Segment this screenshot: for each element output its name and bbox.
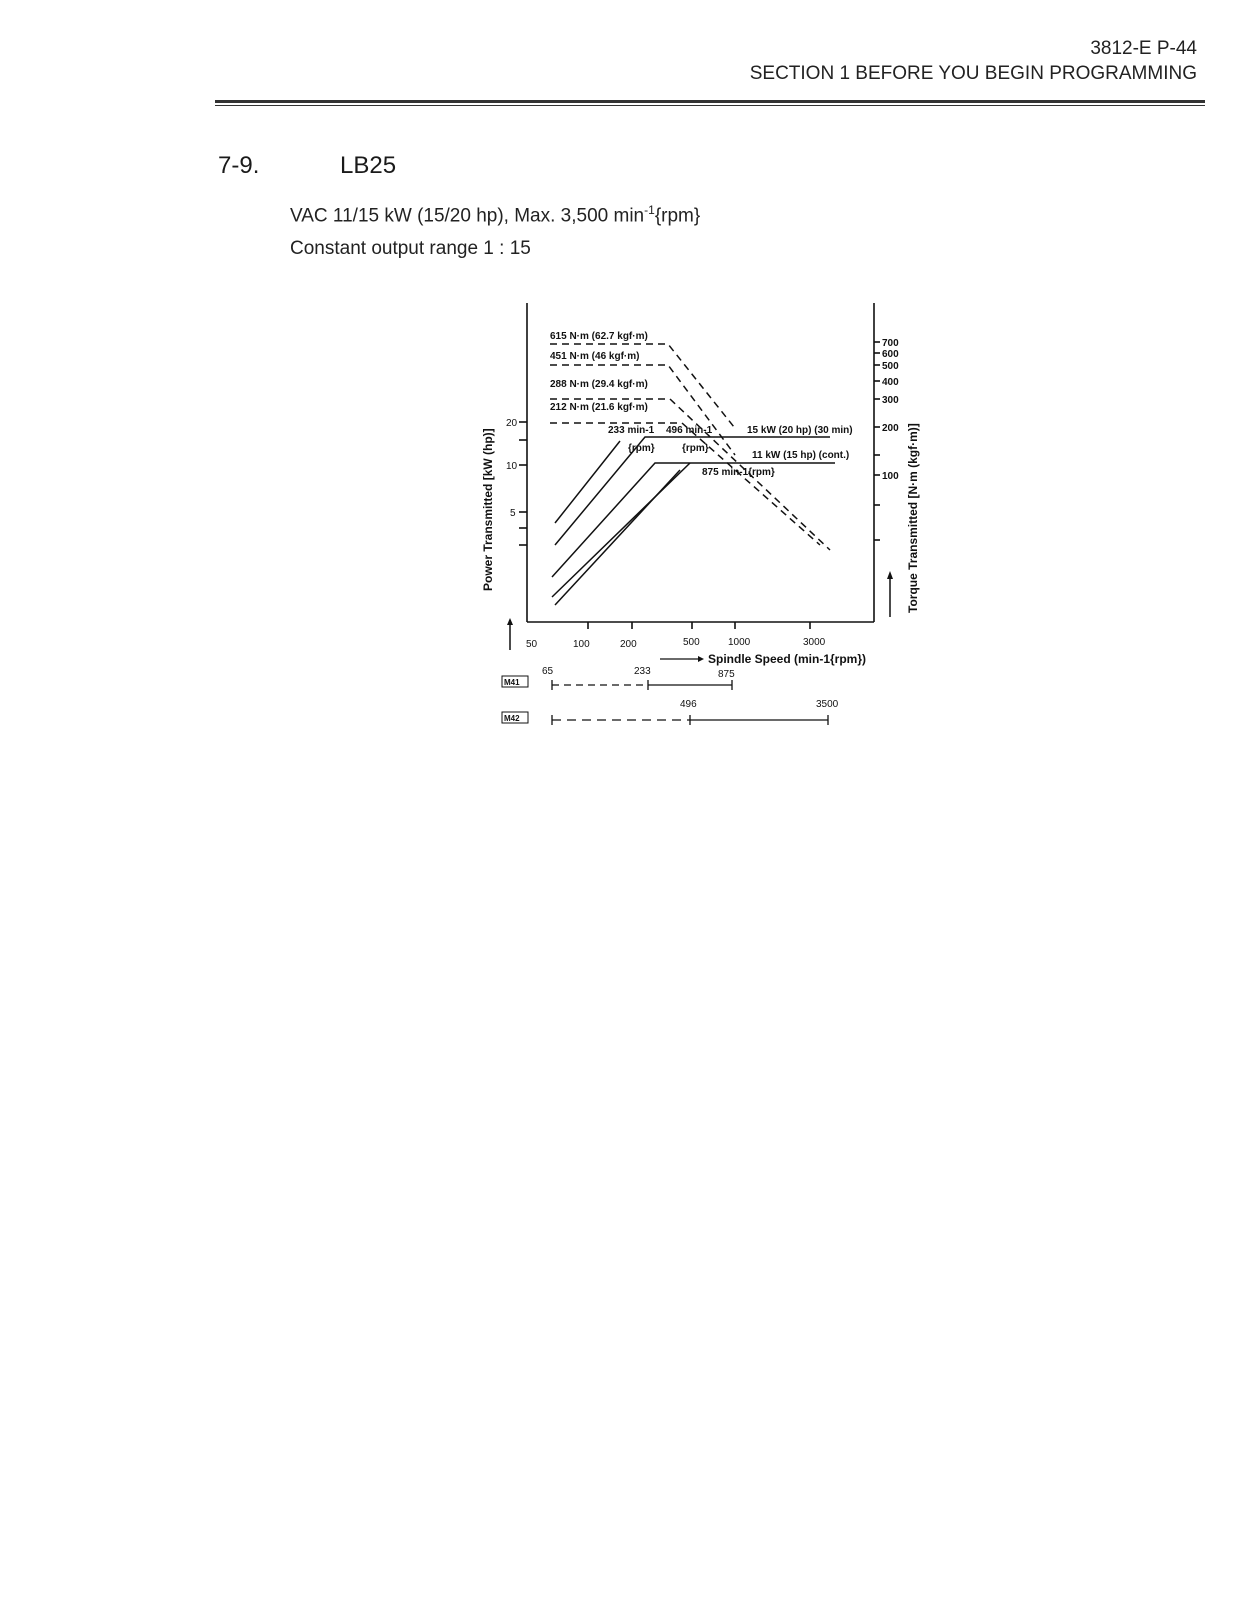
torque-label-615: 615 N·m (62.7 kgf·m) xyxy=(550,331,648,342)
y2-tick-500: 500 xyxy=(882,361,899,372)
power-curve-5 xyxy=(555,470,680,605)
gear-m42-start: 496 xyxy=(680,699,697,710)
speed-label-875: 875 min-1{rpm} xyxy=(702,467,775,478)
y2-tick-600: 600 xyxy=(882,349,899,360)
x-tick-3000: 3000 xyxy=(803,637,826,648)
spec-line-1 xyxy=(290,203,700,227)
speed-label-233-sub: {rpm} xyxy=(628,443,655,454)
power-torque-chart xyxy=(470,295,940,740)
y2-tick-300: 300 xyxy=(882,395,899,406)
torque-label-288: 288 N·m (29.4 kgf·m) xyxy=(550,379,648,390)
y2-tick-700: 700 xyxy=(882,338,899,349)
power-curve-4 xyxy=(552,463,690,597)
section-header: SECTION 1 BEFORE YOU BEGIN PROGRAMMING xyxy=(749,63,1197,84)
gear-range-m41 xyxy=(502,666,735,690)
speed-label-233: 233 min-1 xyxy=(608,425,655,436)
x-tick-200: 200 xyxy=(620,639,637,650)
power-curve-1 xyxy=(555,441,620,523)
y-tick-20: 20 xyxy=(506,418,518,429)
y-tick-10: 10 xyxy=(506,461,518,472)
section-number: 7-9. xyxy=(218,152,260,179)
spec-line-2: Constant output range 1 : 15 xyxy=(290,238,531,259)
y-axis-label: Power Transmitted [kW (hp)] xyxy=(481,428,495,591)
y2-tick-200: 200 xyxy=(882,423,899,434)
x-axis-label: Spindle Speed (min-1{rpm}) xyxy=(708,652,867,666)
x-tick-50: 50 xyxy=(526,639,538,650)
gear-m41-name: M41 xyxy=(504,678,520,687)
gear-m42-name: M42 xyxy=(504,714,520,723)
gear-range-m42 xyxy=(502,699,839,725)
gear-m41-mid: 233 xyxy=(634,666,651,677)
x-tick-500: 500 xyxy=(683,637,700,648)
y-axis-arrow-icon xyxy=(507,618,513,625)
gear-m41-start: 65 xyxy=(542,666,554,677)
spec-line-1-main: VAC 11/15 kW (15/20 hp), Max. 3,500 min xyxy=(290,205,645,227)
doc-page-number: 3812-E P-44 xyxy=(1090,38,1197,59)
header-rule xyxy=(215,100,1205,103)
power-label-15kw: 15 kW (20 hp) (30 min) xyxy=(747,425,853,436)
power-label-11kw: 11 kW (15 hp) (cont.) xyxy=(752,450,850,461)
header-rule-thin xyxy=(215,105,1205,106)
speed-label-496: 496 min-1 xyxy=(666,425,713,436)
torque-label-212: 212 N·m (21.6 kgf·m) xyxy=(550,402,648,413)
x-axis-arrow-icon xyxy=(698,656,704,662)
gear-m42-end: 3500 xyxy=(816,699,839,710)
section-title: LB25 xyxy=(340,152,397,179)
y2-axis-label: Torque Transmitted [N·m (kgf·m)] xyxy=(906,423,920,613)
y2-tick-400: 400 xyxy=(882,377,899,388)
speed-label-496-sub: {rpm} xyxy=(682,443,709,454)
y-tick-5: 5 xyxy=(510,508,516,519)
torque-line-212 xyxy=(550,423,820,545)
gear-m41-end: 875 xyxy=(718,669,735,680)
y2-axis-arrow-icon xyxy=(887,571,893,579)
torque-label-451: 451 N·m (46 kgf·m) xyxy=(550,351,640,362)
x-tick-1000: 1000 xyxy=(728,637,751,648)
spec-line-1-end: {rpm} xyxy=(654,205,701,227)
x-tick-100: 100 xyxy=(573,639,590,650)
torque-line-288 xyxy=(550,399,830,550)
spec-line-1-sup: -1 xyxy=(644,203,655,217)
y2-tick-100: 100 xyxy=(882,471,899,482)
